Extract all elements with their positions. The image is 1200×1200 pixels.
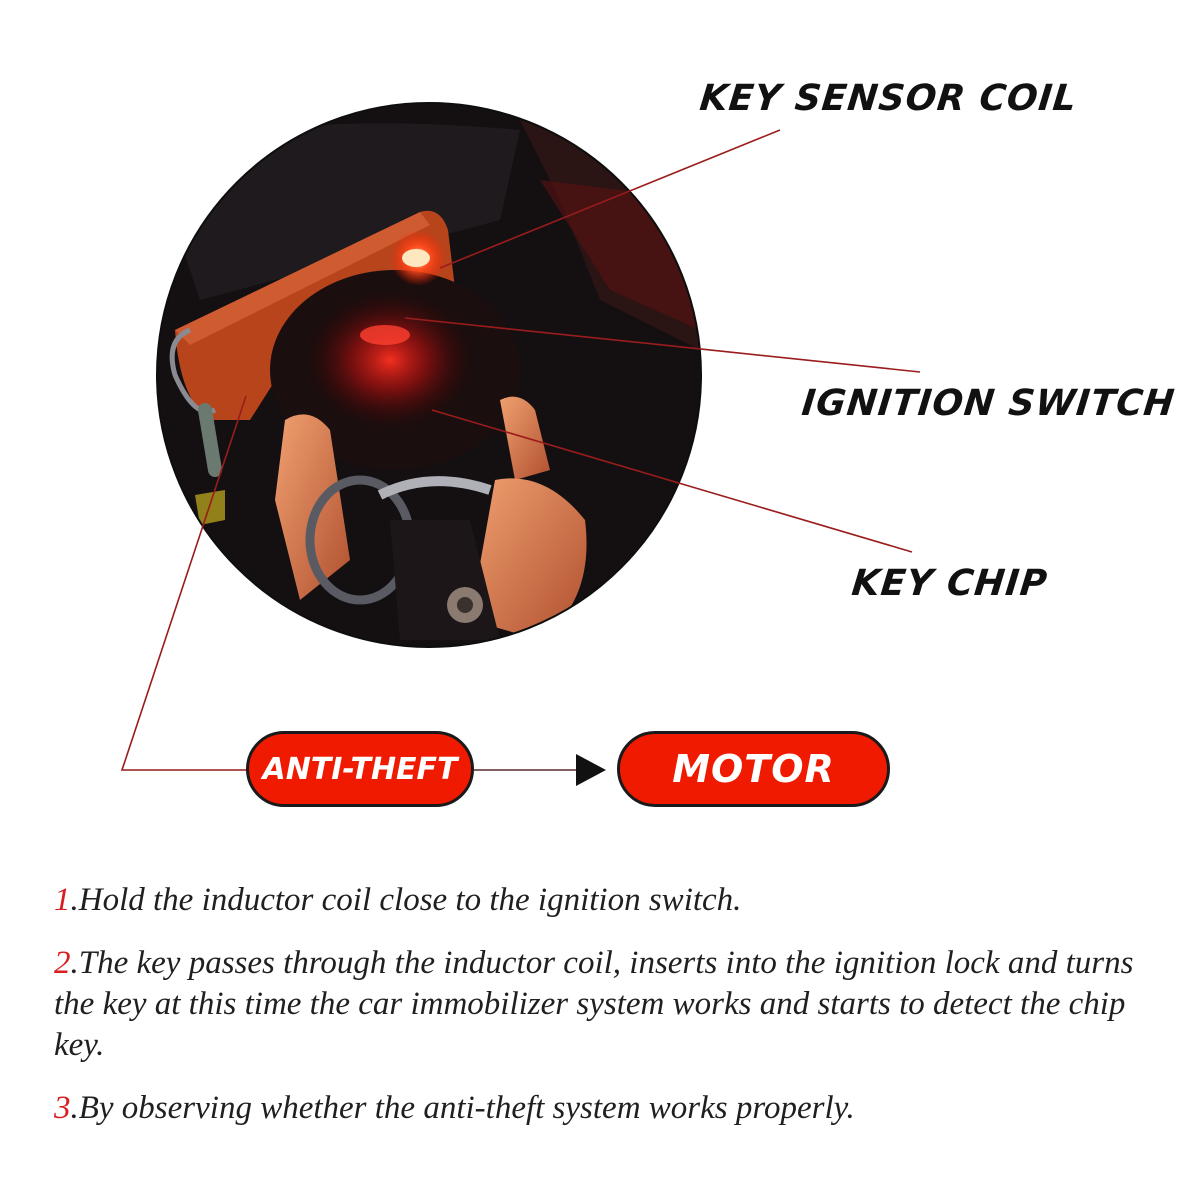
instruction-steps — [54, 880, 1164, 1151]
step-item — [54, 943, 1164, 1066]
step-number: 3 — [54, 1090, 71, 1126]
key-sensor-coil-label: KEY SENSOR COIL — [697, 78, 1080, 119]
step-text: .Hold the inductor coil close to the ignition switch. — [70, 882, 742, 918]
key-chip-label: KEY CHIP — [849, 563, 1050, 604]
anti-theft-badge: ANTI-THEFT — [246, 731, 474, 807]
step-number: 2 — [54, 945, 71, 981]
step-text: .The key passes through the inductor coil, inserts into the ignition lock and turns the key at this time the car immobilizer system works and starts to detect the chip key. — [54, 945, 1134, 1063]
step-item — [54, 1088, 1164, 1129]
step-item — [54, 880, 1164, 921]
step-text: .By observing whether the anti-theft system works properly. — [70, 1090, 855, 1126]
motor-badge: MOTOR — [617, 731, 890, 807]
flow-arrow-head-icon — [576, 754, 606, 786]
step-number: 1 — [54, 882, 71, 918]
ignition-switch-label: IGNITION SWITCH — [799, 383, 1177, 424]
